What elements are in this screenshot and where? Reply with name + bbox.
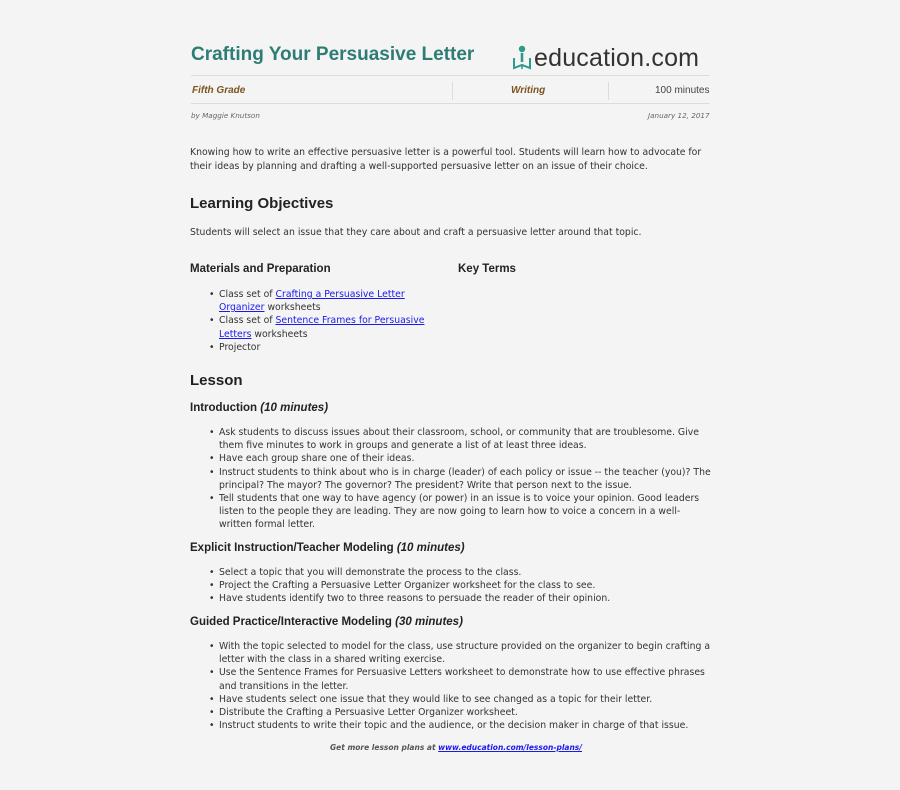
introduction-heading: Introduction (10 minutes) <box>190 402 329 414</box>
list-item: • Select a topic that you will demonstrate the process to the class. <box>191 566 711 579</box>
list-item: • Instruct students to think about who is in charge (leader) of each policy or issue -- the teacher (you)? The principal? The mayor? The governor? The president? Write that person next to the issue. <box>191 466 711 492</box>
list-item: • Class set of Sentence Frames for Persuasive Letters worksheets <box>191 314 431 340</box>
header-divider <box>191 75 710 76</box>
organizer-worksheet-link[interactable]: Crafting a Persuasive Letter Organizer <box>219 289 405 314</box>
grade-level: Fifth Grade <box>192 85 246 96</box>
list-item: • Instruct students to write their topic and the audience, or the decision maker in charge of that issue. <box>191 719 711 732</box>
list-item: • Project the Crafting a Persuasive Letter Organizer worksheet for the class to see. <box>191 579 711 592</box>
sentence-frames-link[interactable]: Sentence Frames for Persuasive Letters <box>219 315 425 340</box>
list-item: • Projector <box>191 341 431 354</box>
explicit-instruction-heading: Explicit Instruction/Teacher Modeling (10 minutes) <box>190 542 465 554</box>
explicit-instruction-list <box>191 566 711 606</box>
list-item: • With the topic selected to model for the class, use structure provided on the organizer to begin crafting a letter with the class in a shared writing exercise. <box>191 640 711 666</box>
document-title: Crafting Your Persuasive Letter <box>191 44 475 65</box>
list-item: • Class set of Crafting a Persuasive Letter Organizer worksheets <box>191 288 431 314</box>
meta-divider <box>608 82 609 100</box>
list-item: • Have students select one issue that they would like to see changed as a topic for their letter. <box>191 693 711 706</box>
list-item: • Have each group share one of their ideas. <box>191 452 711 465</box>
list-item: • Have students identify two to three reasons to persuade the reader of their opinion. <box>191 592 711 605</box>
book-reader-icon <box>512 44 534 72</box>
footer-note: Get more lesson plans at www.education.com/lesson-plans/ <box>330 743 583 752</box>
key-terms-heading: Key Terms <box>458 263 516 275</box>
intro-paragraph: Knowing how to write an effective persuasive letter is a powerful tool. Students will learn how to advocate for their ideas by planning and drafting a well-supported persuasive letter on an issue of their choice. <box>190 147 702 172</box>
list-item: • Ask students to discuss issues about their classroom, school, or community that are troublesome. Give them five minutes to work in groups and generate a list of at least three ideas. <box>191 426 711 452</box>
logo-text: education.com <box>534 43 700 72</box>
materials-heading: Materials and Preparation <box>190 263 331 275</box>
lesson-plans-link[interactable]: www.education.com/lesson-plans/ <box>438 743 583 752</box>
materials-list <box>191 288 431 354</box>
meta-divider <box>452 82 453 100</box>
list-item: • Tell students that one way to have agency (or power) in an issue is to voice your opinion. Good leaders listen to the people they are leading. They are now going to learn how to voice a concern in a well-written formal letter. <box>191 492 711 532</box>
author: by Maggie Knutson <box>191 111 260 120</box>
education-logo[interactable] <box>512 42 699 74</box>
lesson-heading: Lesson <box>190 372 243 389</box>
objectives-heading: Learning Objectives <box>190 195 334 212</box>
guided-practice-heading: Guided Practice/Interactive Modeling (30 minutes) <box>190 616 463 628</box>
date: January 12, 2017 <box>648 111 710 120</box>
guided-practice-list <box>191 640 711 732</box>
subject: Writing <box>511 85 546 96</box>
list-item: • Distribute the Crafting a Persuasive Letter Organizer worksheet. <box>191 706 711 719</box>
introduction-list <box>191 426 711 532</box>
meta-divider-line <box>191 103 710 104</box>
list-item: • Use the Sentence Frames for Persuasive Letters worksheet to demonstrate how to use effective phrases and transitions in the letter. <box>191 666 711 692</box>
objectives-text: Students will select an issue that they care about and craft a persuasive letter around that topic. <box>190 227 642 238</box>
duration: 100 minutes <box>655 85 710 96</box>
